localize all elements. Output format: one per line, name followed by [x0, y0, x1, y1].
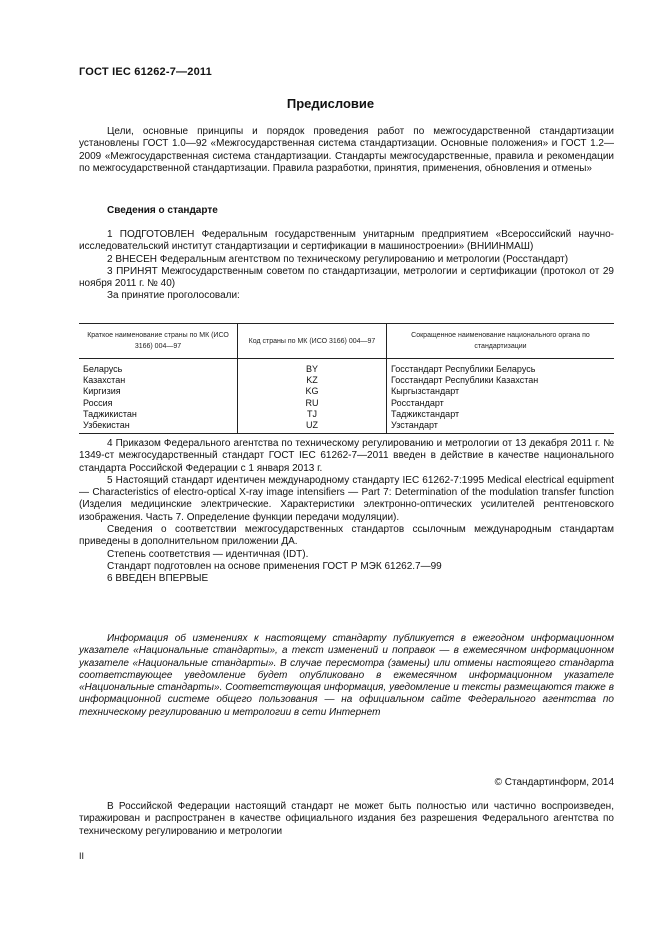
country-name: Россия — [83, 397, 113, 408]
copyright: © Стандартинформ, 2014 — [494, 777, 614, 788]
info-notice-block — [79, 633, 614, 719]
item-5-degree: Степень соответствия — идентичная (IDT). — [107, 548, 309, 560]
country-name: Узбекистан — [79, 420, 238, 434]
item-5: 5 Настоящий стандарт идентичен международному стандарту IEC 61262-7:1995 Medical electrical equipment — Characteristics of electro-optical X-ray image intensifiers — Part 7: Determination of the modulation transfer function (Изделия медицинские электрические. Характеристики электронно-оптических усилителей рентгеновского изображения. Часть 7. Определение функции передачи модуляции). — [79, 474, 614, 523]
item-1: 1 ПОДГОТОВЛЕН Федеральным государственным унитарным предприятием «Всероссийский научно-исследовательский институт стандартизации и сертификации в машиностроении» (ВНИИНМАШ) — [79, 229, 614, 253]
standard-info-continued — [79, 438, 614, 586]
standards-body: Госстандарт Республики Беларусь — [387, 359, 615, 376]
standards-body: Узстандарт — [387, 420, 615, 434]
item-5-references: Сведения о соответствии межгосударственных стандартов ссылочным международным стандартам приведены в дополнительном приложении ДА. — [79, 524, 614, 548]
intro-paragraph: Цели, основные принципы и порядок проведения работ по межгосударственной стандартизации установлены ГОСТ 1.0—92 «Межгосударственная система стандартизации. Основные положения» и ГОСТ 1.2—2009 «Межгосударственная система стандартизации. Стандарты межгосударственные, правила и рекомендации по межгосударственной стандартизации. Правила разработки, принятия, применения, обновления и отмены» — [79, 126, 614, 174]
item-4: 4 Приказом Федерального агентства по техническому регулированию и метрологии от 13 декабря 2011 г. № 1349-ст межгосударственный стандарт ГОСТ IEC 61262-7—2011 введен в действие в качестве национального стандарта Российской Федерации с 1 января 2013 г. — [79, 438, 614, 474]
item-2: 2 ВНЕСЕН Федеральным агентством по техническому регулированию и метрологии (Росстандарт) — [107, 253, 569, 265]
document-code: ГОСТ IEC 61262-7—2011 — [79, 66, 212, 78]
standards-body: Таджикстандарт — [387, 409, 615, 420]
country-code: KZ — [238, 375, 387, 386]
item-6: 6 ВВЕДЕН ВПЕРВЫЕ — [107, 573, 209, 585]
table-row — [79, 359, 614, 376]
table-row — [79, 386, 614, 397]
country-name: Беларусь — [83, 364, 123, 374]
info-notice: Информация об изменениях к настоящему стандарту публикуется в ежегодном информационном указателе «Национальные стандарты», а текст изменений и поправок — в ежемесячном информационном указателе «Национальные стандарты». В случае пересмотра (замены) или отмены настоящего стандарта соответствующее уведомление будет опубликовано в ежемесячном информационном указателе «Национальные стандарты». Соответствующая информация, уведомление и тексты размещаются также в информационной системе общего пользования — на официальном сайте Федерального агентства по техническому регулированию и метрологии в сети Интернет — [79, 633, 614, 718]
section-title: Сведения о стандарте — [107, 205, 218, 216]
standards-body: Госстандарт Республики Казахстан — [387, 375, 615, 386]
country-code: KG — [238, 386, 387, 397]
table-row — [79, 409, 614, 420]
country-code: TJ — [238, 409, 387, 420]
reproduction-block — [79, 801, 614, 838]
country-name: Казахстан — [83, 375, 126, 386]
country-code: BY — [238, 359, 387, 376]
country-code: RU — [238, 398, 387, 409]
standards-body: Кыргызстандарт — [387, 386, 615, 397]
countries-table — [79, 323, 614, 434]
standard-info-block — [79, 229, 614, 303]
table-row — [79, 420, 614, 434]
table-row — [79, 398, 614, 409]
voted-label: За принятие проголосовали: — [107, 290, 240, 302]
header-country: Краткое наименование страны по МК (ИСО 3166) 004—97 — [79, 324, 238, 359]
reproduction-notice: В Российской Федерации настоящий стандарт не может быть полностью или частично воспроизведен, тиражирован и распространен в качестве официального издания без разрешения Федерального агентства по техническому регулированию и метрологии — [79, 801, 614, 837]
header-code: Код страны по МК (ИСО 3166) 004—97 — [238, 324, 387, 359]
item-5-basis: Стандарт подготовлен на основе применения ГОСТ Р МЭК 61262.7—99 — [107, 560, 442, 572]
table-header-row — [79, 324, 614, 359]
country-name: Таджикистан — [83, 408, 137, 419]
item-3: 3 ПРИНЯТ Межгосударственным советом по стандартизации, метрологии и сертификации (протокол от 29 ноября 2011 г. № 40) — [79, 265, 614, 290]
standards-body: Росстандарт — [387, 398, 615, 409]
page-title: Предисловие — [286, 96, 375, 111]
table-row — [79, 375, 614, 386]
country-name: Киргизия — [83, 386, 121, 397]
page-number: II — [79, 851, 85, 861]
intro-block — [79, 126, 614, 175]
header-body: Сокращенное наименование национального органа по стандартизации — [387, 324, 615, 359]
country-code: UZ — [238, 420, 387, 434]
